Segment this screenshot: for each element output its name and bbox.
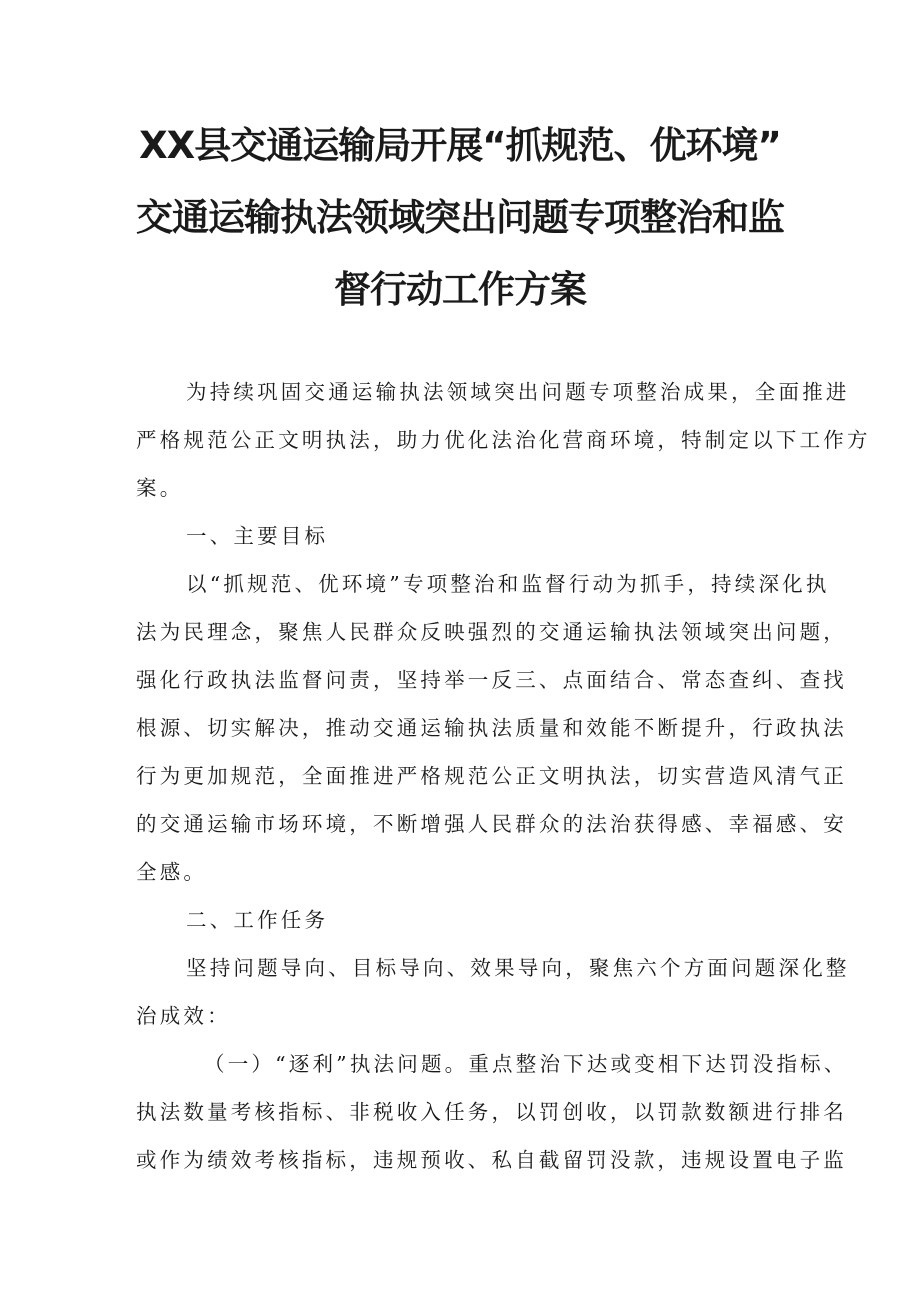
title-line-3: 督行动工作方案 <box>334 268 586 311</box>
section-2-paragraph <box>136 944 850 1040</box>
intro-paragraph <box>136 368 871 512</box>
intro-line-2: 严格规范公正文明执法，助力优化法治化营商环境，特制定以下工作方 <box>136 428 871 452</box>
item-1-line-2: 执法数量考核指标、非税收入任务，以罚创收，以罚款数额进行排名 <box>136 1100 847 1124</box>
section-1-line-1: 以“抓规范、优环境”专项整治和监督行动为抓手，持续深化执 <box>186 572 830 596</box>
item-1-line-3: 或作为绩效考核指标，违规预收、私自截留罚没款，违规设置电子监 <box>136 1148 847 1172</box>
section-1-line-2: 法为民理念，聚焦人民群众反映强烈的交通运输执法领域突出问题， <box>136 620 847 644</box>
intro-line-3: 案。 <box>136 476 184 500</box>
section-1-line-4: 根源、切实解决，推动交通运输执法质量和效能不断提升，行政执法 <box>136 716 847 740</box>
document-body <box>136 368 871 1184</box>
title-line-1: XX县交通运输局开展“抓规范、优环境” <box>139 124 781 167</box>
section-1-line-3: 强化行政执法监督问责，坚持举一反三、点面结合、常态查纠、查找 <box>136 668 847 692</box>
section-1-line-7: 全感。 <box>136 860 208 884</box>
section-1-paragraph <box>136 560 847 896</box>
section-2-line-1: 坚持问题导向、目标导向、效果导向，聚焦六个方面问题深化整 <box>186 956 850 980</box>
intro-line-1: 为持续巩固交通运输执法领域突出问题专项整治成果，全面推进 <box>186 380 850 404</box>
section-1-heading: 一、主要目标 <box>186 524 329 548</box>
section-1-line-5: 行为更加规范，全面推进严格规范公正文明执法，切实营造风清气正 <box>136 764 847 788</box>
section-2-line-2: 治成效： <box>136 1004 231 1028</box>
item-1-line-1: （一）“逐利”执法问题。重点整治下达或变相下达罚没指标、 <box>204 1052 848 1076</box>
item-1-paragraph <box>136 1040 848 1184</box>
section-1-line-6: 的交通运输市场环境，不断增强人民群众的法治获得感、幸福感、安 <box>136 812 847 836</box>
document-title <box>100 110 820 326</box>
section-2-heading: 二、工作任务 <box>186 908 329 932</box>
title-line-2: 交通运输执法领域突出问题专项整治和监 <box>136 196 784 239</box>
